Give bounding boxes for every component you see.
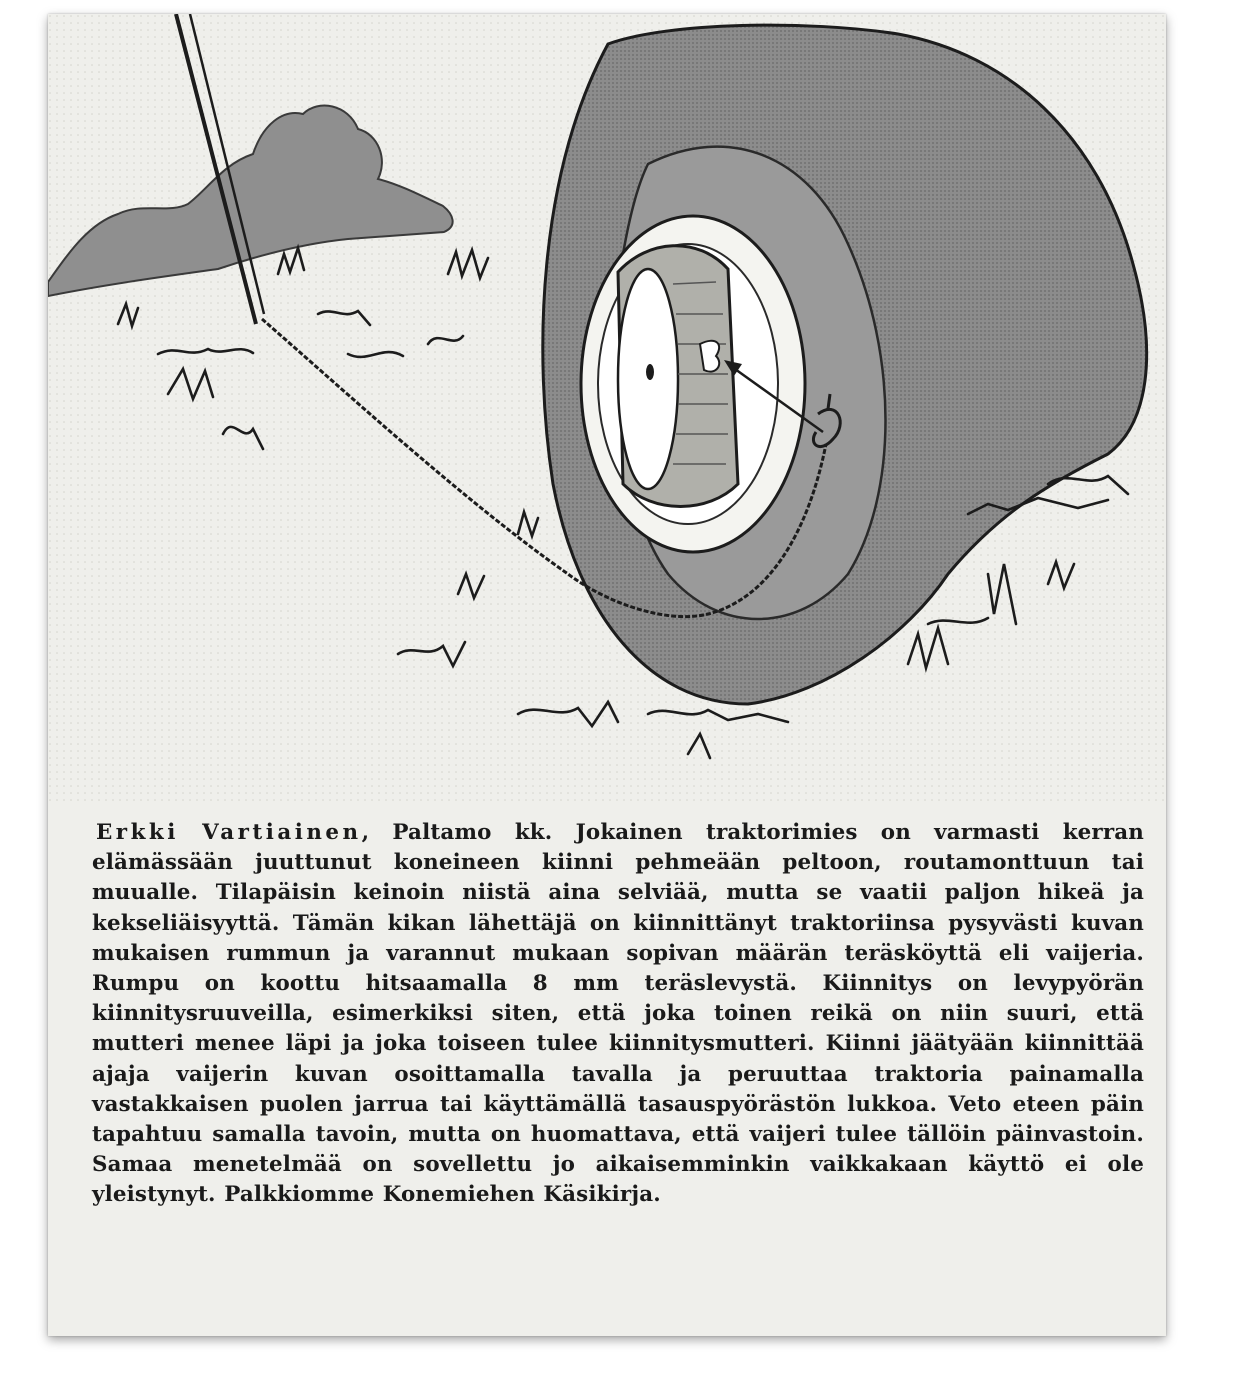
author-name: Erkki <box>96 820 179 845</box>
author-surname: Vartiainen <box>202 820 362 845</box>
tractor-winch-illustration <box>48 14 1166 804</box>
author-location: , Paltamo kk. <box>361 820 553 845</box>
article-body: Jokainen traktorimies on varmasti kerran elämässään juuttunut koneineen kiinni pehmeään peltoon, routamonttuun tai muualle. Tilapäisin keinoin niistä aina selviää, mutta se vaatii paljon hikeä ja kekseliäisyyttä. Tämän kikan lähettäjä on kiinnittänyt traktoriinsa pysyvästi kuvan mukaisen rummun ja varannut mukaan sopivan määrän teräsköyttä eli vaijeria. Rumpu on koottu hitsaamalla 8 mm teräslevystä. Kiinnitys on levypyörän kiinnitysruuveilla, esimerkiksi siten, että joka toinen reikä on niin suuri, että mutteri menee läpi ja joka toiseen tulee kiinnitysmutteri. Kiinni jäätyään kiinnittää ajaja vaijerin kuvan osoittamalla tavalla ja peruuttaa traktoria painamalla vastakkaisen puolen jarrua tai käyttämällä tasauspyörästön lukkoa. Veto eteen päin tapahtuu samalla tavoin, mutta on huomattava, että vaijeri tulee tällöin päinvastoin. Samaa menetelmää on sovellettu jo aikaisemminkin vaikkakaan käyttö ei ole yleistynyt. Palkkiomme Konemiehen Käsikirja. <box>92 820 1144 1208</box>
article-paragraph <box>92 818 1144 1211</box>
hook-hole <box>700 341 719 372</box>
newspaper-clipping <box>48 14 1166 1336</box>
drum-bolt <box>646 364 654 380</box>
